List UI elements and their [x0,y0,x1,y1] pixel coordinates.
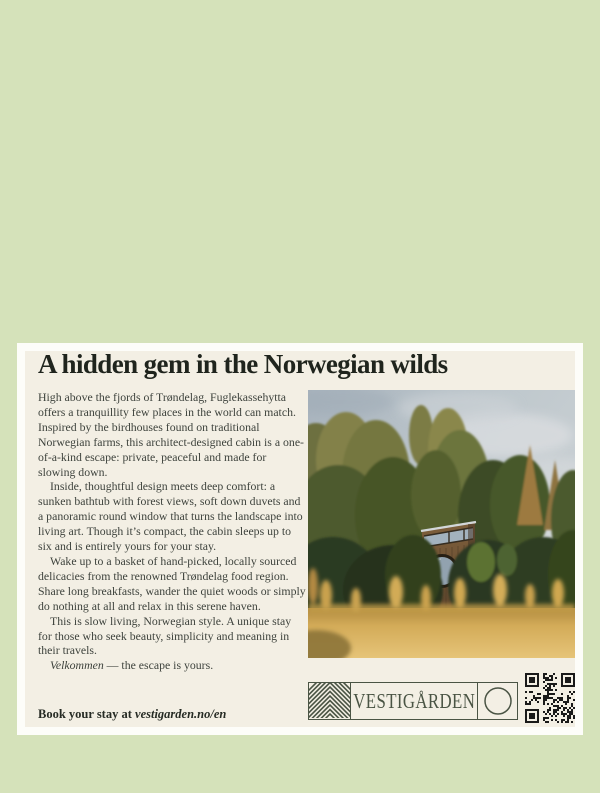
headline: A hidden gem in the Norwegian wilds [38,349,448,379]
article-paragraph: High above the fjords of Trøndelag, Fuglekassehytta offers a tranquillity few places in the world can match. Inspired by the birdhouses found on traditional Norwegian farms, this architect-designed cabin is a one-of-a-kind escape: private, peaceful and made for slowing down. [38,390,304,479]
article-body [38,390,306,673]
brand-name-box [351,683,477,719]
booking-line [38,707,226,722]
brand-logo [308,682,518,720]
closing-line [38,658,306,673]
booking-url[interactable]: vestigarden.no/en [135,707,227,721]
cabin-photo [308,390,575,658]
booking-text: Book your stay at [38,707,136,721]
chevron-pattern-icon [309,683,351,719]
card-inner [25,351,575,727]
closing-word: Velkommen [50,658,104,673]
qr-code[interactable] [525,673,575,723]
brand-name: VESTIGÅRDEN [353,688,475,713]
article-paragraph: Inside, thoughtful design meets deep comfort: a sunken bathtub with forest views, soft down duvets and a panoramic round window that turns the landscape into living art. Though it’s compact, the cabin sleeps up to six and is entirely yours for your stay. [38,479,303,554]
closing-rest: — the escape is yours. [103,658,214,673]
feature-card [17,343,583,735]
circle-mark-icon [477,683,517,719]
article-paragraph: Wake up to a basket of hand-picked, locally sourced delicacies from the renowned Trøndelag food region. Share long breakfasts, wander the quiet woods or simply do nothing at all and relax in this serene haven. [38,553,306,613]
article-paragraph: This is slow living, Norwegian style. A unique stay for those who seek beauty, simplicity and meaning in their travels. [38,613,292,658]
article-paragraphs [38,390,306,658]
